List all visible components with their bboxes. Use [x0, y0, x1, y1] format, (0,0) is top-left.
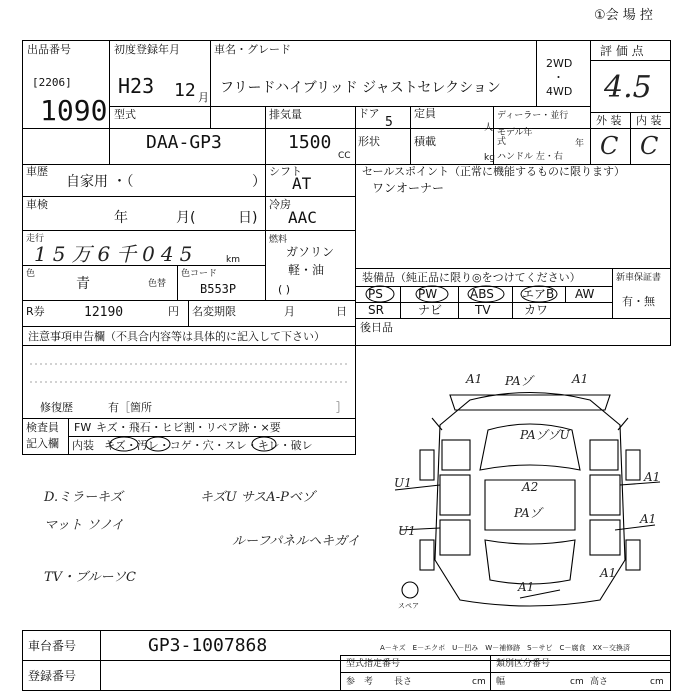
exterior-grade: C	[600, 132, 619, 160]
equip-airbag: エアB	[522, 287, 555, 301]
capacity-label: 定員	[414, 107, 436, 120]
recycle-value: 12190	[84, 305, 124, 320]
mileage-unit: km	[226, 255, 240, 265]
inspection-day: 日)	[238, 210, 258, 226]
inspector-row1: キズ・飛石・ヒビ割・リペア跡・×要	[96, 421, 281, 434]
interior-label: 内 装	[636, 114, 662, 127]
notes-label: 注意事項申告欄（不具合内容等は具体的に記入して下さい）	[28, 330, 325, 343]
handwritten-note: キズU サスA-Pベゾ	[200, 490, 315, 505]
lot-number-label: 出品番号	[27, 43, 71, 56]
equip-abs: ABS	[470, 287, 494, 301]
fuel-diesel: 軽・油	[288, 263, 325, 277]
inspector-interior-tag: 内装	[72, 439, 94, 452]
equip-pw: PW	[418, 287, 438, 301]
after-items-label: 後日品	[360, 321, 393, 334]
width-unit: cm	[570, 677, 584, 687]
recycle-label: R券	[26, 305, 45, 318]
displacement-value: 1500	[288, 132, 332, 153]
width-label: 幅	[496, 677, 506, 687]
circle-abs	[468, 286, 504, 302]
height-label: 高さ	[590, 677, 609, 687]
chassis-number-value: GP3-1007868	[148, 635, 268, 656]
damage-mark: A1	[640, 512, 657, 526]
shift-value: AT	[292, 174, 312, 193]
aircon-value: AAC	[288, 208, 317, 227]
fuel-label: 燃料	[269, 235, 288, 245]
drive-4wd: 4WD	[546, 85, 573, 98]
mileage-label: 走行	[26, 234, 45, 244]
warranty-label: 新車保証書	[616, 273, 662, 283]
selling-points-label: セールスポイント（正常に機能するものに限ります）	[362, 165, 626, 178]
year-unit: 年	[575, 139, 585, 149]
circle-airbag	[521, 286, 557, 302]
color-code-label: 色コード	[181, 269, 218, 279]
damage-mark: U1	[398, 524, 416, 538]
handwritten-note: マット ソノイ	[44, 518, 124, 533]
reference-label: 参 考	[346, 677, 374, 687]
load-unit: kg	[484, 153, 495, 163]
repair-history-value: 有［箇所	[108, 401, 152, 414]
damage-mark: A1	[600, 566, 617, 580]
damage-mark: PAゾ	[505, 374, 533, 388]
plate-month: 月	[284, 305, 295, 318]
damage-mark: A1	[518, 580, 535, 594]
month-unit: 月	[198, 91, 209, 104]
doors-label: ドア	[358, 107, 380, 120]
circle-pw	[416, 286, 448, 302]
first-registration-era: H23	[118, 74, 155, 98]
equip-tv: TV	[475, 303, 491, 317]
damage-legend: A－キズ E－エクボ U－凹み W－補修跡 S－サビ C－腐食 XX－交換済	[380, 644, 631, 652]
name-grade: フリードハイブリッド ジャストセレクション	[220, 80, 501, 96]
repair-history-label: 修復歴	[40, 401, 73, 414]
first-registration-label: 初度登録年月	[114, 43, 180, 56]
exterior-label: 外 装	[596, 114, 622, 127]
inspection-year: 年	[114, 210, 128, 226]
inspector-label-2: 記入欄	[26, 437, 59, 450]
model-value: DAA-GP3	[146, 132, 222, 153]
plate-day: 日	[336, 305, 347, 318]
height-unit: cm	[650, 677, 664, 687]
fuel-gasoline: ガソリン	[286, 245, 335, 259]
lot-number: 1090	[40, 94, 108, 127]
handwritten-note: ルーフパネルヘキガイ	[232, 534, 360, 549]
equip-leather: カワ	[524, 303, 549, 317]
drive-dot: ・	[553, 71, 564, 84]
score-value: 4.5	[604, 70, 652, 105]
lot-code: [2206]	[32, 76, 72, 89]
mileage-value: 15万6千045	[34, 242, 199, 266]
inspector-fw: FW	[74, 421, 92, 434]
handle-label: ハンドル 左・右	[497, 152, 563, 162]
repair-history-close: ］	[336, 401, 347, 414]
inspection-month: 月(	[176, 210, 196, 226]
history-close: ）	[252, 174, 266, 190]
damage-mark: A1	[644, 470, 661, 484]
inspector-label-1: 検査員	[26, 421, 59, 434]
doors-value: 5	[385, 115, 393, 130]
type-cert-label: 型式指定番号	[346, 659, 401, 669]
body-type-label: 形状	[358, 135, 380, 148]
first-registration-month: 12	[174, 80, 196, 101]
equip-ps: PS	[368, 287, 383, 301]
history-value: 自家用 ・（	[66, 174, 134, 190]
aircon-label: 冷房	[269, 198, 291, 211]
damage-mark: PAゾ	[514, 506, 542, 520]
handwritten-note: TV・ブルーソC	[44, 570, 136, 585]
damage-mark: A1	[466, 372, 483, 386]
class-number-label: 類別区分番号	[496, 659, 551, 669]
circle-ps	[366, 286, 394, 302]
score-label: 評 価 点	[600, 44, 644, 58]
fuel-other: ( )	[278, 283, 291, 296]
model-year-label: モデル年式	[497, 128, 533, 147]
interior-grade: C	[640, 132, 659, 160]
length-label: 長さ	[394, 677, 413, 687]
model-label: 型式	[114, 108, 136, 121]
damage-mark: U1	[394, 476, 412, 490]
equipment-label: 装備品（純正品に限り◎をつけてください）	[362, 271, 581, 284]
displacement-label: 排気量	[269, 108, 302, 121]
length-unit: cm	[472, 677, 486, 687]
color-value: 青	[76, 276, 90, 292]
equip-sr: SR	[368, 303, 384, 317]
spare-label: スペア	[398, 602, 419, 610]
shift-label: シフト	[269, 165, 302, 178]
chassis-number-label: 車台番号	[28, 639, 77, 653]
history-label: 車歴	[26, 165, 48, 178]
equip-aw: AW	[575, 287, 595, 301]
handwritten-note: D.ミラーキズ	[44, 490, 123, 505]
damage-mark: A2	[522, 480, 539, 494]
registration-number-label: 登録番号	[28, 669, 77, 683]
selling-points-text: ワンオーナー	[372, 181, 445, 195]
plate-expiry-label: 名変期限	[192, 305, 236, 318]
inspector-row2: キズ・汚レ・コゲ・穴・スレ・キレ・破レ	[104, 439, 313, 452]
displacement-unit: CC	[338, 151, 351, 161]
capacity-unit: 人	[484, 123, 494, 133]
color-label: 色	[26, 269, 36, 279]
inspection-label: 車検	[26, 198, 48, 211]
dealer-label: ディーラー・並行	[497, 111, 569, 121]
name-grade-label: 車名・グレード	[214, 43, 291, 56]
color-change-label: 色替	[148, 279, 167, 289]
damage-mark: A1	[572, 372, 589, 386]
warranty-value: 有・無	[622, 295, 655, 308]
color-code-value: B553P	[200, 282, 237, 296]
load-capacity-label: 積載	[414, 135, 436, 148]
equip-navi: ナビ	[418, 303, 443, 317]
form-copy-label: ①会 場 控	[594, 8, 653, 23]
drive-2wd: 2WD	[546, 57, 573, 70]
damage-mark: PAゾゾU	[520, 428, 570, 442]
recycle-unit: 円	[168, 305, 179, 318]
